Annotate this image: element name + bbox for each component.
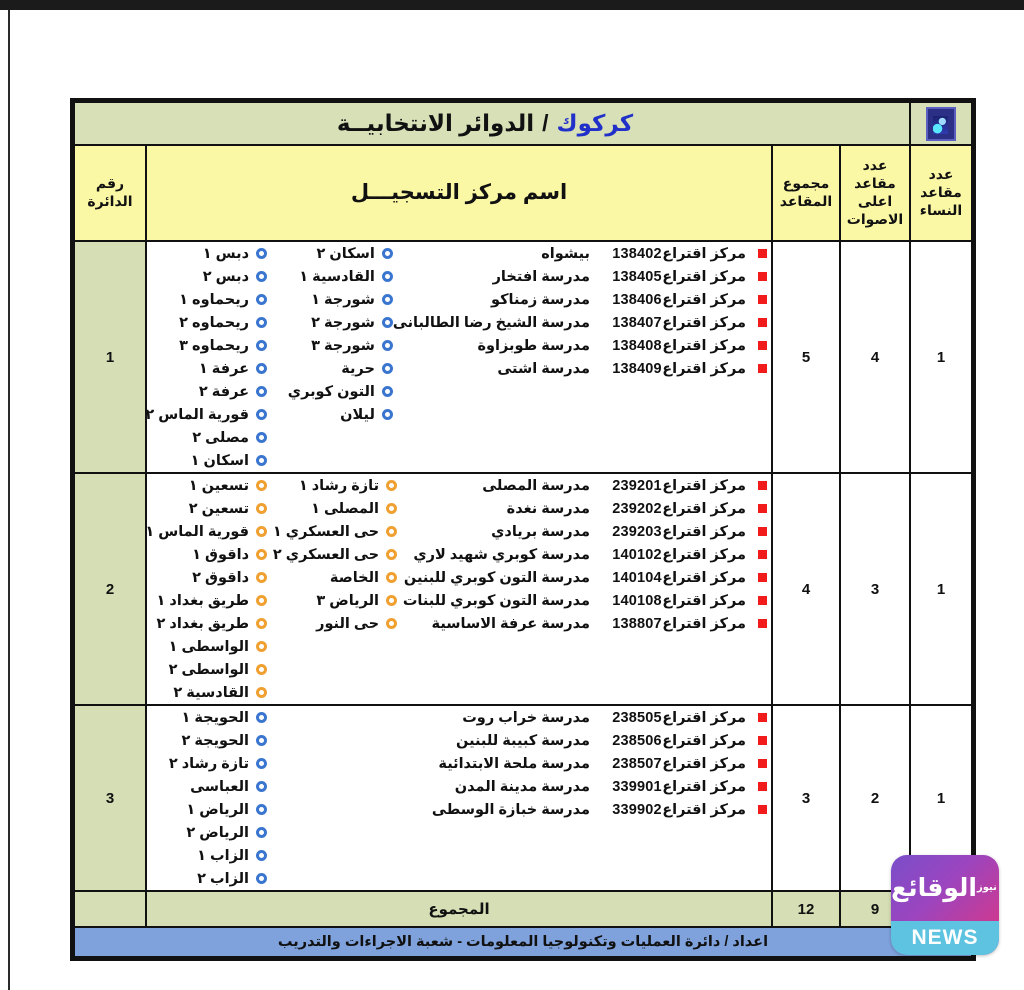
page-title	[74, 102, 910, 145]
station-name: بيشواه	[541, 245, 590, 262]
registration-center-item	[267, 566, 397, 589]
station-square-marker-icon	[758, 573, 767, 582]
registration-center-item	[147, 566, 267, 589]
station-type-label: مركز اقتراع	[662, 546, 746, 563]
center-bullet-icon	[256, 804, 267, 815]
registration-center-item	[147, 288, 267, 311]
registration-center-item	[147, 474, 267, 497]
center-bullet-icon	[382, 386, 393, 397]
station-name: مدرسة نغدة	[506, 500, 590, 517]
center-name: التون كوبري	[287, 383, 375, 400]
registration-center-item	[267, 612, 397, 635]
district-top-votes-seats: 4	[840, 241, 910, 473]
polling-station-item	[397, 566, 767, 589]
electoral-districts-table	[70, 98, 976, 961]
station-square-marker-icon	[758, 527, 767, 536]
center-bullet-icon	[382, 340, 393, 351]
station-square-marker-icon	[758, 759, 767, 768]
center-name: حى النور	[316, 615, 380, 632]
document-image-icon	[926, 107, 956, 141]
center-name: عرفة ١	[198, 360, 250, 377]
registration-center-item	[147, 449, 267, 472]
center-name: القادسية ٢	[173, 684, 250, 701]
table-header-row	[74, 145, 972, 241]
center-name: الحويجة ٢	[181, 732, 250, 749]
registration-center-item	[147, 520, 267, 543]
district-centers-cell	[146, 473, 772, 705]
registration-center-item	[267, 403, 393, 426]
station-code: 238507	[612, 755, 662, 772]
center-bullet-icon	[256, 294, 267, 305]
title-icon-cell	[910, 102, 972, 145]
station-type-label: مركز اقتراع	[662, 755, 746, 772]
page-sheet	[8, 10, 1018, 990]
station-code: 138408	[612, 337, 662, 354]
station-name: مدرسة كوبري شهيد لاري	[413, 546, 590, 563]
center-name: شورجة ٢	[311, 314, 375, 331]
registration-center-item	[267, 474, 397, 497]
registration-centers-column-primary	[147, 242, 267, 472]
col-header-district-number: رقم الدائرة	[74, 145, 146, 241]
station-code: 138402	[612, 245, 662, 262]
district-rows-body	[74, 241, 972, 891]
center-bullet-icon	[256, 409, 267, 420]
registration-center-item	[147, 867, 267, 890]
center-bullet-icon	[382, 248, 393, 259]
registration-center-item	[147, 844, 267, 867]
district-centers-cell	[146, 241, 772, 473]
district-women-seats: 1	[910, 473, 972, 705]
watermark-logo	[891, 855, 999, 955]
station-name: مدرسة المصلى	[482, 477, 590, 494]
station-square-marker-icon	[758, 550, 767, 559]
polling-station-item	[393, 311, 767, 334]
center-bullet-icon	[256, 687, 267, 698]
registration-center-item	[147, 543, 267, 566]
station-name: مدرسة افتخار	[492, 268, 590, 285]
center-bullet-icon	[382, 294, 393, 305]
center-name: الرياض ١	[186, 801, 250, 818]
watermark-superscript: نيوز	[977, 882, 997, 893]
totals-total-seats: 12	[772, 891, 840, 927]
center-bullet-icon	[382, 317, 393, 328]
station-code: 339901	[612, 778, 662, 795]
station-code: 138406	[612, 291, 662, 308]
center-bullet-icon	[386, 549, 397, 560]
center-name: شورجة ١	[311, 291, 375, 308]
station-square-marker-icon	[758, 249, 767, 258]
station-square-marker-icon	[758, 481, 767, 490]
center-name: ليلان	[340, 406, 375, 423]
registration-center-item	[147, 752, 267, 775]
district-row	[74, 473, 972, 705]
station-type-label: مركز اقتراع	[662, 592, 746, 609]
station-type-label: مركز اقتراع	[662, 245, 746, 262]
district-top-votes-seats: 2	[840, 705, 910, 891]
station-name: مدرسة بريادي	[491, 523, 590, 540]
registration-center-item	[267, 311, 393, 334]
center-bullet-icon	[256, 363, 267, 374]
district-total-seats: 5	[772, 241, 840, 473]
station-code: 140104	[612, 569, 662, 586]
registration-center-item	[147, 497, 267, 520]
center-name: الواسطى ١	[168, 638, 250, 655]
center-name: مصلى ٢	[192, 429, 250, 446]
center-bullet-icon	[382, 409, 393, 420]
station-name: مدرسة عرفة الاساسية	[431, 615, 590, 632]
center-bullet-icon	[256, 595, 267, 606]
station-type-label: مركز اقتراع	[662, 500, 746, 517]
center-bullet-icon	[256, 618, 267, 629]
center-name: الواسطى ٢	[168, 661, 250, 678]
station-square-marker-icon	[758, 596, 767, 605]
station-name: مدرسة كبيبة للبنين	[456, 732, 590, 749]
registration-center-item	[267, 334, 393, 357]
center-name: حرية	[341, 360, 375, 377]
station-type-label: مركز اقتراع	[662, 709, 746, 726]
polling-station-item	[397, 497, 767, 520]
center-name: الرياض ٣	[316, 592, 380, 609]
center-bullet-icon	[386, 572, 397, 583]
registration-center-item	[147, 426, 267, 449]
registration-centers-column-primary	[147, 474, 267, 704]
station-name: مدرسة خبازة الوسطى	[431, 801, 590, 818]
registration-center-item	[267, 380, 393, 403]
center-name: حى العسكري ٢	[272, 546, 380, 563]
center-bullet-icon	[256, 340, 267, 351]
registration-center-item	[267, 520, 397, 543]
center-bullet-icon	[256, 317, 267, 328]
polling-stations-column	[397, 474, 771, 635]
station-type-label: مركز اقتراع	[662, 732, 746, 749]
registration-center-item	[147, 357, 267, 380]
district-number: 2	[74, 473, 146, 705]
district-number: 3	[74, 705, 146, 891]
center-bullet-icon	[256, 758, 267, 769]
polling-station-item	[397, 589, 767, 612]
registration-center-item	[147, 798, 267, 821]
station-type-label: مركز اقتراع	[662, 291, 746, 308]
registration-center-item	[147, 403, 267, 426]
center-name: المصلى ١	[311, 500, 380, 517]
registration-center-item	[147, 681, 267, 704]
center-name: ريحماوه ٢	[179, 314, 250, 331]
district-centers-cell	[146, 705, 772, 891]
registration-center-item	[147, 242, 267, 265]
station-square-marker-icon	[758, 782, 767, 791]
registration-center-item	[147, 265, 267, 288]
district-total-seats: 3	[772, 705, 840, 891]
station-square-marker-icon	[758, 736, 767, 745]
center-name: تازة رشاد ٢	[168, 755, 250, 772]
polling-station-item	[397, 474, 767, 497]
registration-center-item	[147, 775, 267, 798]
station-square-marker-icon	[758, 504, 767, 513]
center-name: قورية الماس ١	[145, 523, 250, 540]
center-name: تسعين ١	[188, 477, 250, 494]
center-bullet-icon	[386, 618, 397, 629]
station-code: 339902	[612, 801, 662, 818]
district-number: 1	[74, 241, 146, 473]
district-women-seats: 1	[910, 705, 972, 891]
center-bullet-icon	[386, 503, 397, 514]
title-separator: /	[542, 110, 549, 136]
station-code: 239203	[612, 523, 662, 540]
center-bullet-icon	[386, 526, 397, 537]
station-code: 239202	[612, 500, 662, 517]
station-square-marker-icon	[758, 341, 767, 350]
polling-station-item	[393, 242, 767, 265]
district-row	[74, 705, 972, 891]
station-code: 140108	[612, 592, 662, 609]
polling-station-item	[393, 288, 767, 311]
polling-station-item	[397, 520, 767, 543]
registration-centers-column-secondary	[267, 474, 397, 635]
polling-station-item	[397, 752, 767, 775]
district-total-seats: 4	[772, 473, 840, 705]
station-type-label: مركز اقتراع	[662, 477, 746, 494]
top-dark-band	[0, 0, 1024, 10]
table-title-row	[74, 102, 972, 145]
center-bullet-icon	[256, 271, 267, 282]
station-code: 140102	[612, 546, 662, 563]
center-name: ريحماوه ١	[179, 291, 250, 308]
center-name: ريحماوه ٣	[179, 337, 250, 354]
center-name: داقوق ١	[192, 546, 250, 563]
polling-stations-column	[397, 706, 771, 821]
registration-centers-column-primary	[147, 706, 267, 890]
station-type-label: مركز اقتراع	[662, 268, 746, 285]
totals-row	[74, 891, 972, 927]
registration-center-item	[267, 288, 393, 311]
col-header-women-seats: عدد مقاعد النساء	[910, 145, 972, 241]
station-square-marker-icon	[758, 364, 767, 373]
center-bullet-icon	[256, 712, 267, 723]
totals-label: المجموع	[146, 891, 772, 927]
station-code: 138807	[612, 615, 662, 632]
polling-station-item	[397, 729, 767, 752]
station-name: مدرسة اشتى	[497, 360, 590, 377]
registration-center-item	[147, 821, 267, 844]
center-name: الرياض ٢	[186, 824, 250, 841]
station-code: 138405	[612, 268, 662, 285]
registration-center-item	[267, 357, 393, 380]
registration-center-item	[267, 242, 393, 265]
center-bullet-icon	[256, 432, 267, 443]
center-bullet-icon	[256, 248, 267, 259]
watermark-brand: الوقائع	[891, 873, 977, 902]
registration-center-item	[147, 612, 267, 635]
registration-center-item	[147, 589, 267, 612]
registration-center-item	[147, 706, 267, 729]
center-bullet-icon	[382, 363, 393, 374]
center-bullet-icon	[256, 850, 267, 861]
center-name: طريق بغداد ٢	[156, 615, 250, 632]
registration-center-item	[267, 497, 397, 520]
station-name: مدرسة زمناكو	[491, 291, 590, 308]
polling-station-item	[397, 543, 767, 566]
center-bullet-icon	[382, 271, 393, 282]
center-bullet-icon	[256, 480, 267, 491]
station-type-label: مركز اقتراع	[662, 314, 746, 331]
title-main: الدوائر الانتخابيــة	[336, 110, 535, 136]
center-bullet-icon	[256, 503, 267, 514]
station-name: مدرسة التون كوبري للبنات	[402, 592, 590, 609]
center-name: تازة رشاد ١	[298, 477, 380, 494]
station-square-marker-icon	[758, 619, 767, 628]
districts-table	[73, 101, 973, 958]
registration-center-item	[147, 658, 267, 681]
polling-station-item	[397, 612, 767, 635]
polling-station-item	[393, 357, 767, 380]
polling-station-item	[393, 265, 767, 288]
registration-center-item	[267, 543, 397, 566]
station-code: 238506	[612, 732, 662, 749]
watermark-arabic-text	[891, 855, 999, 921]
center-bullet-icon	[386, 480, 397, 491]
station-type-label: مركز اقتراع	[662, 337, 746, 354]
table-footer-row	[74, 927, 972, 957]
center-bullet-icon	[256, 781, 267, 792]
station-name: مدرسة طوبزاوة	[477, 337, 590, 354]
station-name: مدرسة مدينة المدن	[454, 778, 590, 795]
center-name: دبس ١	[202, 245, 250, 262]
col-header-registration-center: اسم مركز التسجيـــل	[146, 145, 772, 241]
station-code: 138409	[612, 360, 662, 377]
center-bullet-icon	[256, 664, 267, 675]
station-name: مدرسة خراب روت	[462, 709, 590, 726]
district-women-seats: 1	[910, 241, 972, 473]
station-name: مدرسة ملحة الابتدائية	[438, 755, 590, 772]
totals-top-votes-seats: 9	[840, 891, 910, 927]
station-square-marker-icon	[758, 295, 767, 304]
registration-center-item	[267, 265, 393, 288]
center-name: حى العسكري ١	[272, 523, 380, 540]
district-row	[74, 241, 972, 473]
registration-center-item	[147, 334, 267, 357]
totals-district-blank	[74, 891, 146, 927]
footer-credit: اعداد / دائرة العمليات وتكنولوجيا المعلومات - شعبة الاجراءات والتدريب	[74, 927, 972, 957]
station-type-label: مركز اقتراع	[662, 801, 746, 818]
polling-station-item	[393, 334, 767, 357]
center-name: تسعين ٢	[188, 500, 250, 517]
station-type-label: مركز اقتراع	[662, 523, 746, 540]
title-city: كركوك	[556, 110, 634, 136]
registration-center-item	[267, 589, 397, 612]
center-bullet-icon	[256, 873, 267, 884]
registration-center-item	[147, 380, 267, 403]
center-bullet-icon	[256, 455, 267, 466]
center-name: شورجة ٣	[311, 337, 375, 354]
center-bullet-icon	[256, 735, 267, 746]
station-type-label: مركز اقتراع	[662, 615, 746, 632]
station-code: 238505	[612, 709, 662, 726]
registration-centers-column-secondary	[267, 242, 393, 426]
center-name: الزاب ٢	[197, 870, 250, 887]
station-square-marker-icon	[758, 318, 767, 327]
station-name: مدرسة التون كوبري للبنين	[403, 569, 590, 586]
center-name: الخاصة	[329, 569, 380, 586]
center-name: الزاب ١	[197, 847, 250, 864]
center-name: قورية الماس ٢	[145, 406, 250, 423]
district-top-votes-seats: 3	[840, 473, 910, 705]
col-header-total-seats: مجموع المقاعد	[772, 145, 840, 241]
polling-station-item	[397, 798, 767, 821]
registration-center-item	[147, 635, 267, 658]
center-bullet-icon	[256, 386, 267, 397]
center-bullet-icon	[256, 827, 267, 838]
center-bullet-icon	[256, 641, 267, 652]
station-square-marker-icon	[758, 713, 767, 722]
station-square-marker-icon	[758, 272, 767, 281]
center-name: القادسية ١	[299, 268, 375, 285]
polling-station-item	[397, 775, 767, 798]
center-bullet-icon	[386, 595, 397, 606]
polling-station-item	[397, 706, 767, 729]
polling-stations-column	[393, 242, 771, 380]
center-name: اسكان ١	[190, 452, 250, 469]
center-name: عرفة ٢	[198, 383, 250, 400]
station-square-marker-icon	[758, 805, 767, 814]
station-type-label: مركز اقتراع	[662, 360, 746, 377]
station-type-label: مركز اقتراع	[662, 778, 746, 795]
center-bullet-icon	[256, 526, 267, 537]
center-name: داقوق ٢	[192, 569, 250, 586]
center-name: اسكان ٢	[316, 245, 375, 262]
center-name: طريق بغداد ١	[156, 592, 250, 609]
station-code: 138407	[612, 314, 662, 331]
col-header-top-votes-seats: عدد مقاعد اعلى الاصوات	[840, 145, 910, 241]
station-code: 239201	[612, 477, 662, 494]
center-name: العباسى	[190, 778, 250, 795]
station-name: مدرسة الشيخ رضا الطالبانى	[392, 314, 590, 331]
station-type-label: مركز اقتراع	[662, 569, 746, 586]
watermark-news-label: NEWS	[891, 921, 999, 955]
center-name: دبس ٢	[202, 268, 250, 285]
center-bullet-icon	[256, 549, 267, 560]
registration-center-item	[147, 729, 267, 752]
center-name: الحويجة ١	[181, 709, 250, 726]
center-bullet-icon	[256, 572, 267, 583]
registration-center-item	[147, 311, 267, 334]
